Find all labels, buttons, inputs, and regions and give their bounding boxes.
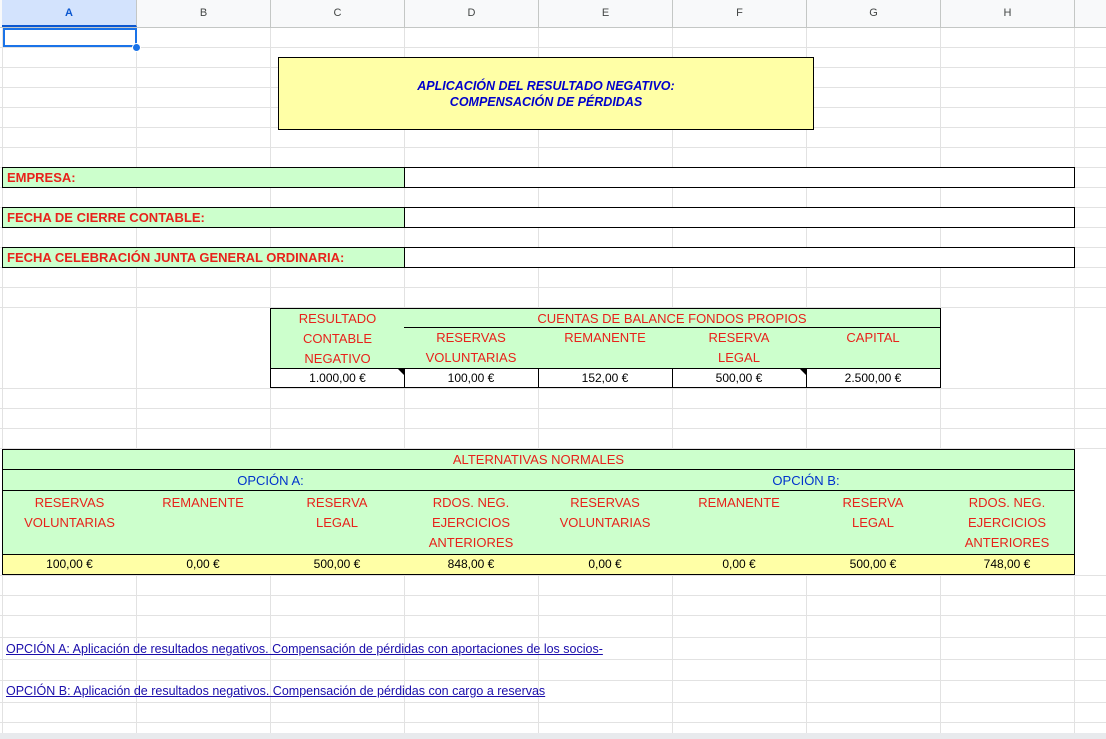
opcion-a-rdos-line-1: RDOS. NEG. — [432, 495, 510, 510]
opcion-a-remanente-header[interactable] — [136, 491, 271, 554]
opcion-a-rdos-line-2: EJERCICIOS — [431, 515, 510, 530]
horizontal-scrollbar[interactable] — [0, 733, 1106, 739]
remanente-line-1: REMANENTE — [564, 330, 646, 345]
fecha-junta-label[interactable]: FECHA CELEBRACIÓN JUNTA GENERAL ORDINARIA: — [2, 247, 405, 268]
opcion-b-reservas-value[interactable]: 0,00 € — [538, 554, 673, 575]
opcion-b-reservas-header[interactable] — [538, 491, 673, 554]
reserva-legal-line-1: RESERVA — [708, 330, 770, 345]
opcion-a-reservas-line-1: RESERVAS — [34, 495, 105, 510]
reservas-voluntarias-line-2: VOLUNTARIAS — [425, 350, 517, 365]
opcion-b-legal-line-2: LEGAL — [852, 515, 894, 530]
resultado-header-line-1: RESULTADO — [298, 311, 377, 326]
opcion-a-legal-line-1: RESERVA — [306, 495, 368, 510]
column-header-c[interactable]: C — [271, 0, 405, 27]
capital-header[interactable] — [806, 328, 941, 368]
resultado-header-line-2: CONTABLE — [302, 331, 373, 346]
active-cell-a1[interactable] — [3, 28, 137, 47]
reservas-voluntarias-value[interactable]: 100,00 € — [404, 368, 539, 388]
opcion-b-remanente-value[interactable]: 0,00 € — [672, 554, 807, 575]
column-header-a[interactable]: A — [2, 0, 137, 27]
opcion-a-legal-header[interactable] — [270, 491, 405, 554]
opcion-a-legal-line-2: LEGAL — [316, 515, 358, 530]
opcion-b-rdos-line-2: EJERCICIOS — [967, 515, 1046, 530]
opcion-a-reservas-header[interactable] — [2, 491, 137, 554]
opcion-b-rdos-line-1: RDOS. NEG. — [968, 495, 1046, 510]
capital-value[interactable]: 2.500,00 € — [806, 368, 941, 388]
column-header-extra[interactable] — [1075, 0, 1106, 27]
reservas-voluntarias-header[interactable] — [404, 328, 539, 368]
reserva-legal-line-2: LEGAL — [718, 350, 760, 365]
opcion-a-legal-value[interactable]: 500,00 € — [270, 554, 405, 575]
opcion-b-legal-value[interactable]: 500,00 € — [806, 554, 941, 575]
empresa-label[interactable]: EMPRESA: — [2, 167, 405, 188]
opcion-b-legal-header[interactable] — [806, 491, 941, 554]
title-line-2: COMPENSACIÓN DE PÉRDIDAS — [449, 94, 643, 109]
reservas-voluntarias-line-1: RESERVAS — [436, 330, 506, 345]
reserva-legal-value[interactable]: 500,00 € — [672, 368, 807, 388]
column-header-f[interactable]: F — [673, 0, 807, 27]
opcion-a-reservas-value[interactable]: 100,00 € — [2, 554, 137, 575]
remanente-header[interactable] — [538, 328, 673, 368]
column-header-e[interactable]: E — [539, 0, 673, 27]
opcion-a-reservas-line-2: VOLUNTARIAS — [24, 515, 115, 530]
resultado-value[interactable]: 1.000,00 € — [270, 368, 405, 388]
opcion-b-reservas-line-2: VOLUNTARIAS — [559, 515, 651, 530]
column-header-g[interactable]: G — [807, 0, 941, 27]
column-header-b[interactable]: B — [137, 0, 271, 27]
opcion-b-rdos-value[interactable]: 748,00 € — [940, 554, 1075, 575]
opcion-b-rdos-line-3: ANTERIORES — [964, 535, 1050, 550]
remanente-value[interactable]: 152,00 € — [538, 368, 673, 388]
opcion-a-remanente-value[interactable]: 0,00 € — [136, 554, 271, 575]
opcion-b-reservas-line-1: RESERVAS — [570, 495, 640, 510]
resultado-header-line-3: NEGATIVO — [304, 351, 371, 366]
fecha-cierre-label[interactable]: FECHA DE CIERRE CONTABLE: — [2, 207, 405, 228]
alternativas-header[interactable]: ALTERNATIVAS NORMALES — [2, 449, 1075, 470]
opcion-b-header[interactable]: OPCIÓN B: — [538, 470, 1075, 491]
fecha-junta-input[interactable] — [404, 247, 1075, 268]
opcion-b-remanente-header[interactable] — [672, 491, 807, 554]
opcion-a-header[interactable]: OPCIÓN A: — [2, 470, 539, 491]
opcion-a-remanente-line-1: REMANENTE — [162, 495, 244, 510]
fill-handle[interactable] — [132, 43, 141, 52]
opcion-b-remanente-line-1: REMANENTE — [698, 495, 780, 510]
opcion-a-rdos-line-3: ANTERIORES — [428, 535, 514, 550]
cuentas-balance-header[interactable]: CUENTAS DE BALANCE FONDOS PROPIOS — [404, 308, 941, 328]
reserva-legal-header[interactable] — [672, 328, 807, 368]
opcion-a-link[interactable]: OPCIÓN A: Aplicación de resultados negativos. Compensación de pérdidas con aportaciones de los socios- — [6, 642, 603, 656]
title-line-1: APLICACIÓN DEL RESULTADO NEGATIVO: — [417, 78, 675, 93]
column-header-h[interactable]: H — [941, 0, 1075, 27]
column-header-d[interactable]: D — [405, 0, 539, 27]
opcion-b-rdos-header[interactable] — [940, 491, 1075, 554]
opcion-a-rdos-header[interactable] — [404, 491, 539, 554]
title-box[interactable] — [278, 57, 814, 130]
opcion-a-rdos-value[interactable]: 848,00 € — [404, 554, 539, 575]
opcion-b-legal-line-1: RESERVA — [842, 495, 904, 510]
fecha-cierre-input[interactable] — [404, 207, 1075, 228]
empresa-input[interactable] — [404, 167, 1075, 188]
opcion-b-link[interactable]: OPCIÓN B: Aplicación de resultados negativos. Compensación de pérdidas con cargo a reservas — [6, 684, 546, 698]
resultado-header[interactable] — [270, 308, 405, 368]
capital-line-1: CAPITAL — [846, 330, 900, 345]
